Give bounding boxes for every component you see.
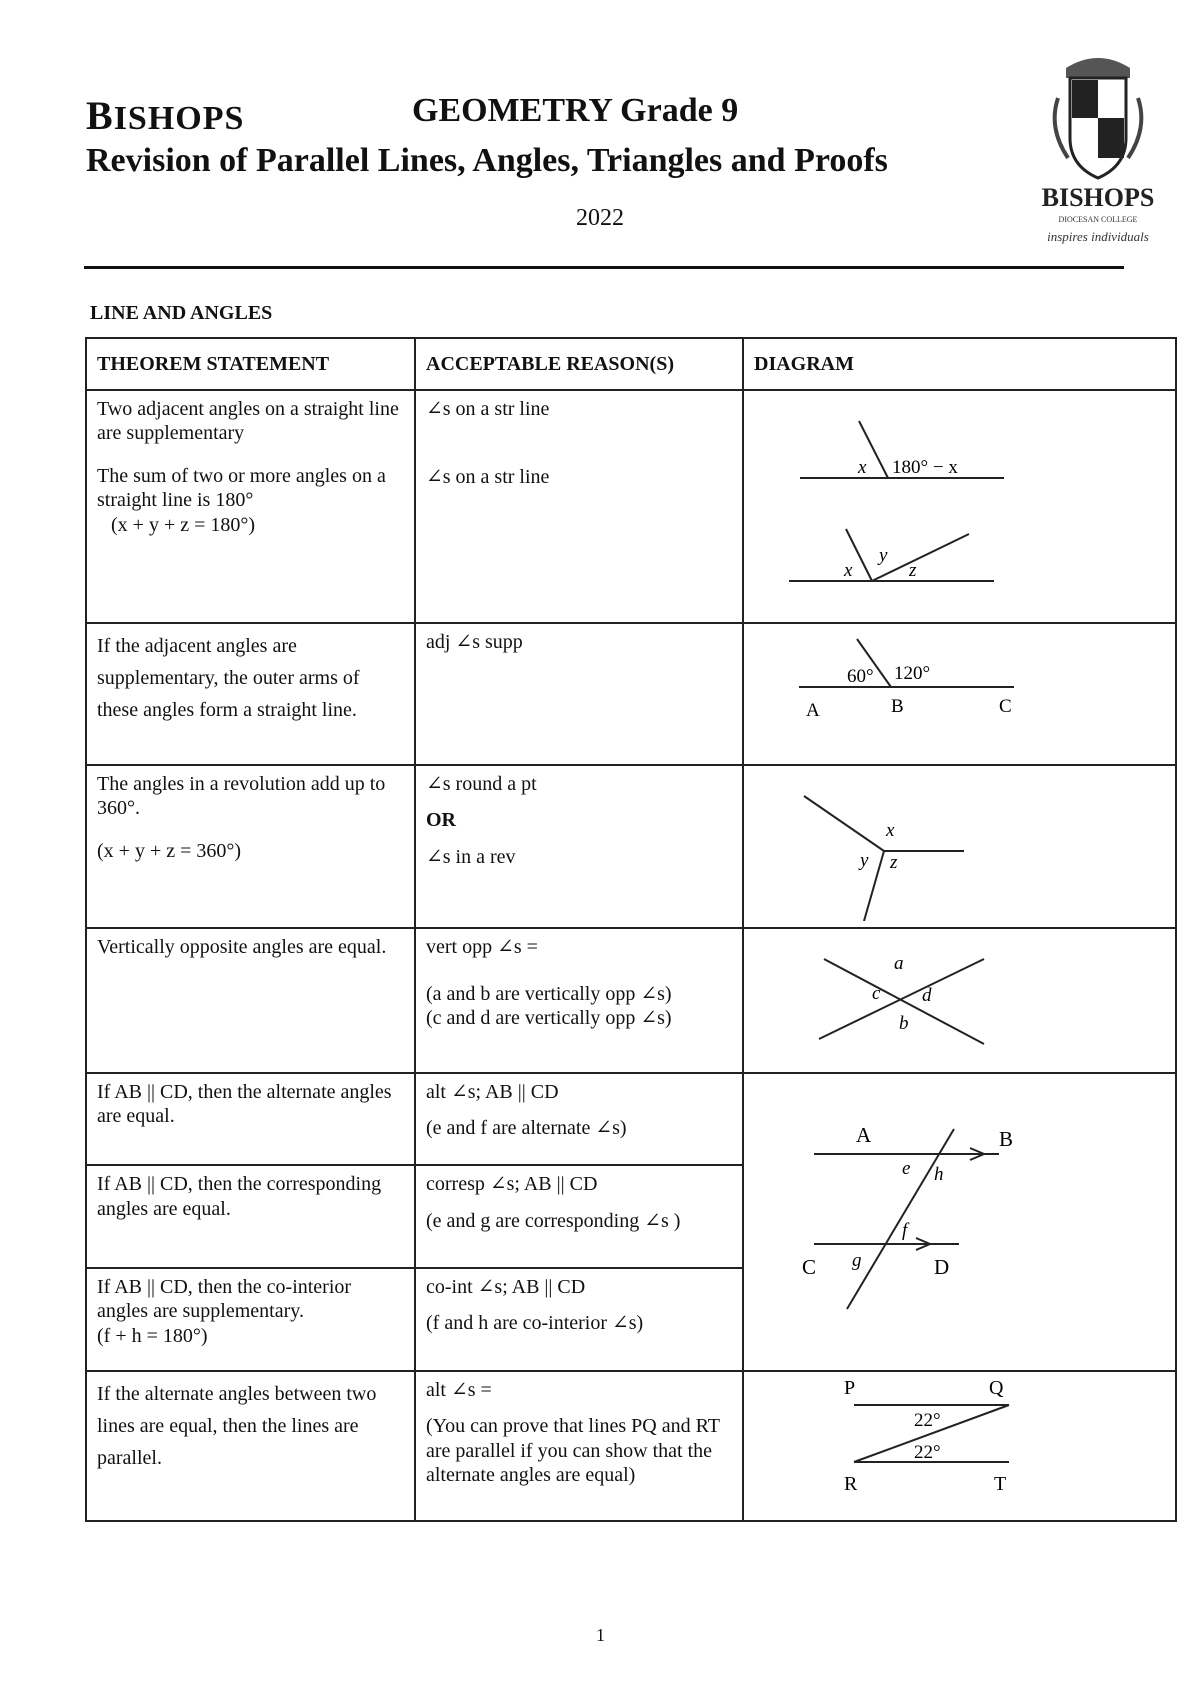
svg-text:R: R [844,1472,858,1495]
statement-cell: If the adjacent angles are supplementary, the outer arms of these angles form a straight line. [86,623,415,764]
svg-text:inspires individuals: inspires individuals [1047,229,1149,244]
svg-text:BISHOPS: BISHOPS [1041,183,1155,212]
svg-text:d: d [922,985,932,1007]
page-title: Revision of Parallel Lines, Angles, Triangles and Proofs [86,142,888,179]
reason-cell: alt ∠s = (You can prove that lines PQ and RT are parallel if you can show that the alternate angles are equal) [415,1371,743,1521]
svg-text:D: D [934,1254,950,1279]
svg-text:h: h [934,1163,944,1185]
svg-text:B: B [999,1126,1014,1151]
reason-cell: adj ∠s supp [415,623,743,764]
statement-cell: If AB || CD, then the co-interior angles are supplementary. (f + h = 180°) [86,1268,415,1371]
svg-text:120°: 120° [894,663,931,685]
svg-text:P: P [844,1376,856,1399]
reason-cell: co-int ∠s; AB || CD (f and h are co-interior ∠s) [415,1268,743,1371]
statement-cell: If AB || CD, then the alternate angles are equal. [86,1073,415,1166]
svg-text:a: a [894,953,904,975]
svg-text:180° − x: 180° − x [892,457,958,478]
svg-text:z: z [890,851,898,873]
diagram-adjacent-supp [743,623,1176,764]
diagram-revolution [743,765,1176,928]
svg-text:C: C [999,696,1012,718]
svg-text:x: x [844,560,853,581]
svg-text:y: y [860,849,869,871]
svg-text:Q: Q [989,1376,1004,1399]
statement-cell: Vertically opposite angles are equal. [86,928,415,1072]
svg-text:x: x [858,457,867,478]
reason-cell: ∠s round a pt OR ∠s in a rev [415,765,743,928]
statement-cell: If AB || CD, then the corresponding angles are equal. [86,1165,415,1268]
diagram-vertically-opposite [743,928,1176,1072]
svg-text:T: T [994,1472,1007,1495]
reason-cell: vert opp ∠s = (a and b are vertically opp ∠s) (c and d are vertically opp ∠s) [415,928,743,1072]
school-crest-logo [1018,38,1178,253]
svg-text:c: c [872,983,881,1005]
section-title: LINE AND ANGLES [90,302,273,324]
svg-text:z: z [909,560,917,581]
header-diagram: DIAGRAM [743,338,1176,390]
svg-text:22°: 22° [914,1441,941,1463]
header-divider [84,266,1124,269]
svg-text:C: C [802,1254,817,1279]
svg-text:y: y [879,545,888,566]
year: 2022 [576,205,624,231]
svg-text:DIOCESAN COLLEGE: DIOCESAN COLLEGE [1058,215,1138,224]
diagram-converse-alternate [743,1371,1176,1521]
header-reason: ACCEPTABLE REASON(S) [415,338,743,390]
svg-text:22°: 22° [914,1409,941,1431]
school-name: BISHOPS [86,93,245,138]
reason-cell: corresp ∠s; AB || CD (e and g are corresponding ∠s ) [415,1165,743,1268]
svg-text:b: b [899,1013,909,1035]
diagram-straight-line [743,390,1176,623]
header-theorem: THEOREM STATEMENT [86,338,415,390]
statement-cell: Two adjacent angles on a straight line are supplementary The sum of two or more angles on a straight line is 180° (x + y + z = 180°) [86,390,415,623]
svg-text:60°: 60° [847,666,874,688]
reason-cell: alt ∠s; AB || CD (e and f are alternate ∠s) [415,1073,743,1166]
svg-text:g: g [852,1249,862,1271]
page-number: 1 [596,1625,605,1645]
svg-text:f: f [902,1219,908,1241]
crest-top-icon [1066,58,1130,78]
svg-text:x: x [886,819,895,841]
svg-text:A: A [856,1122,872,1147]
diagram-parallel-lines [743,1073,1176,1371]
svg-text:B: B [891,696,904,718]
svg-text:A: A [806,700,820,722]
svg-text:e: e [902,1157,911,1179]
statement-cell: The angles in a revolution add up to 360°. (x + y + z = 360°) [86,765,415,928]
statement-cell: If the alternate angles between two lines are equal, then the lines are parallel. [86,1371,415,1521]
subject-title: GEOMETRY Grade 9 [412,92,739,129]
theorem-table [85,337,1177,1522]
reason-cell: ∠s on a str line ∠s on a str line [415,390,743,623]
